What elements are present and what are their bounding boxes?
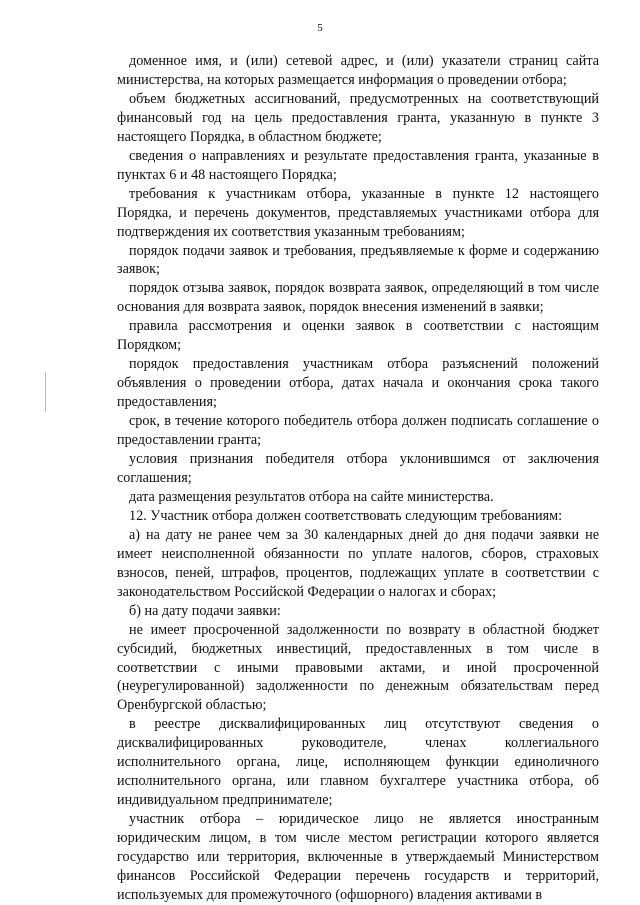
page-number: 5 bbox=[317, 22, 323, 34]
paragraph: в реестре дисквалифицированных лиц отсутствуют сведения о дисквалифицированных руководителе, членах коллегиального исполнительного органа, лице, исполняющем функции единоличного исполнительного органа, или главном бухгалтере участника отбора, об индивидуальном предпринимателе; bbox=[117, 716, 599, 809]
paragraph: б) на дату подачи заявки: bbox=[129, 602, 281, 619]
paragraph: доменное имя, и (или) сетевой адрес, и (или) указатели страниц сайта министерства, на которых размещается информация о проведении отбора; bbox=[117, 53, 599, 88]
paragraph: не имеет просроченной задолженности по возврату в областной бюджет субсидий, бюджетных инвестиций, предоставленных в том числе в соответствии с иными правовыми актами, и иной просроченной (неурегулированной) задолженности по денежным обязательствам перед Оренбургской областью; bbox=[117, 621, 599, 714]
paragraph: а) на дату не ранее чем за 30 календарных дней до дня подачи заявки не имеет неисполненной обязанности по уплате налогов, сборов, страховых взносов, пеней, штрафов, процентов, подлежащих уплате в соответствии с законодательством Российской Федерации о налогах и сборах; bbox=[117, 526, 599, 600]
paragraph: срок, в течение которого победитель отбора должен подписать соглашение о предоставлении гранта; bbox=[117, 413, 599, 449]
paragraph: объем бюджетных ассигнований, предусмотренных на соответствующий финансовый год на цель предоставления гранта, указанную в пункте 3 настоящего Порядка, в областном бюджете; bbox=[117, 90, 599, 145]
paragraph: порядок отзыва заявок, порядок возврата заявок, определяющий в том числе основания для возврата заявок, порядок внесения изменений в заявки; bbox=[117, 280, 599, 316]
paragraph: сведения о направлениях и результате предоставления гранта, указанные в пунктах 6 и 48 настоящего Порядка; bbox=[117, 147, 599, 183]
paragraph: дата размещения результатов отбора на сайте министерства. bbox=[129, 488, 494, 505]
paragraph: 12. Участник отбора должен соответствовать следующим требованиям: bbox=[129, 507, 563, 524]
paragraph: порядок предоставления участникам отбора разъяснений положений объявления о проведении отбора, датах начала и окончания срока такого предоставления; bbox=[117, 356, 599, 411]
paragraph: порядок подачи заявок и требования, предъявляемые к форме и содержанию заявок; bbox=[117, 242, 599, 278]
paragraph: правила рассмотрения и оценки заявок в соответствии с настоящим Порядком; bbox=[117, 318, 599, 354]
paragraph: участник отбора – юридическое лицо не является иностранным юридическим лицом, в том числе местом регистрации которого является государство или территория, включенные в утверждаемый Министерством финансов Российской Федерации перечень государств и территорий, используемых для промежуточного (офшорного) владения активами в bbox=[117, 811, 599, 903]
margin-line bbox=[45, 372, 46, 412]
paragraph: требования к участникам отбора, указанные в пункте 12 настоящего Порядка, и перечень документов, представляемых участниками отбора для подтверждения их соответствия указанным требованиям; bbox=[117, 185, 599, 240]
paragraph: условия признания победителя отбора уклонившимся от заключения соглашения; bbox=[117, 451, 599, 486]
document-body bbox=[117, 52, 599, 905]
